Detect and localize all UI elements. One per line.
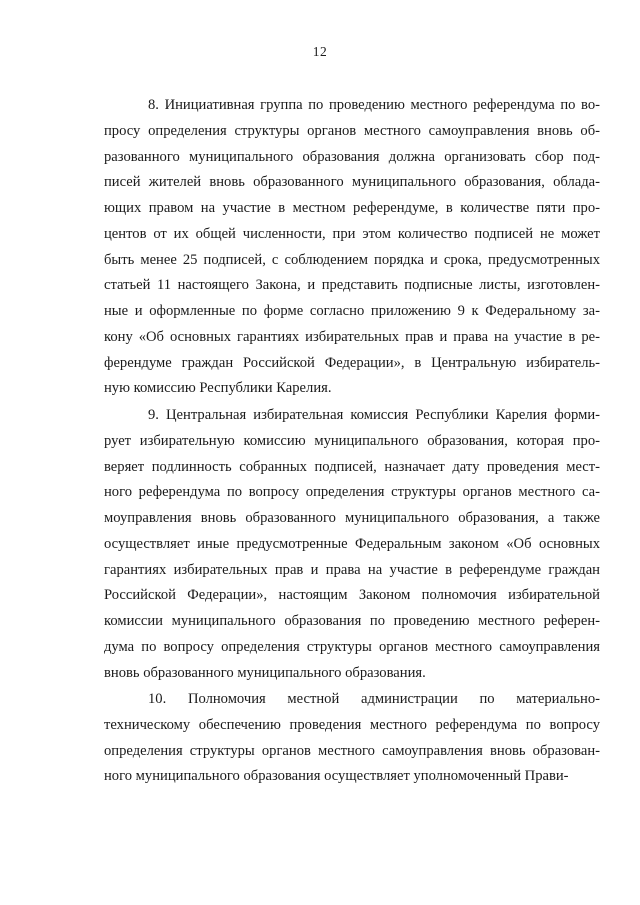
text-line: 9. Центральная избирательная комиссия Республики Карелия форми- (148, 407, 600, 423)
text-line: 8. Инициативная группа по проведению местного референдума по во- (148, 97, 600, 113)
paragraph-10 (104, 687, 600, 790)
text-line: гарантиях избирательных прав и права на участие в референдуме граждан (104, 561, 600, 578)
paragraph-9 (104, 403, 600, 686)
text-line: рует избирательную комиссию муниципального образования, которая про- (104, 432, 600, 449)
text-line: дума по вопросу определения структуры органов местного самоуправления (104, 638, 600, 655)
text-line: быть менее 25 подписей, с соблюдением порядка и срока, предусмотренных (104, 251, 600, 268)
text-line: моуправления вновь образованного муниципального образования, а также (104, 510, 600, 526)
text-line: писей жителей вновь образованного муниципального образования, облада- (104, 174, 600, 191)
text-line: кону «Об основных гарантиях избирательных прав и права на участие в ре- (104, 328, 600, 345)
text-line: комиссии муниципального образования по проведению местного референ- (104, 613, 600, 629)
text-line: ную комиссию Республики Карелия. (104, 380, 332, 397)
text-line: Российской Федерации», настоящим Законом полномочия избирательной (104, 587, 600, 604)
paragraph-8 (104, 93, 600, 402)
text-line: вновь образованного муниципального образования. (104, 664, 426, 681)
text-line: ного референдума по вопросу определения структуры органов местного са- (104, 484, 600, 501)
text-line: разованного муниципального образования должна организовать сбор под- (104, 148, 600, 165)
text-line: ющих правом на участие в местном референдуме, в количестве пяти про- (104, 200, 600, 216)
text-line: центов от их общей численности, при этом количество подписей не может (104, 225, 600, 242)
text-line: статьей 11 настоящего Закона, и представить подписные листы, изготовлен- (104, 277, 600, 294)
text-line: ные и оформленные по форме согласно приложению 9 к Федеральному за- (104, 303, 600, 319)
text-line: просу определения структуры органов местного самоуправления вновь об- (104, 122, 600, 139)
text-line: техническому обеспечению проведения местного референдума по вопросу (104, 716, 600, 733)
page-number: 12 (312, 44, 328, 59)
text-line: ферендуме граждан Российской Федерации», в Центральную избиратель- (104, 354, 600, 371)
text-line: определения структуры органов местного самоуправления вновь образован- (104, 742, 600, 759)
text-line: ного муниципального образования осуществляет уполномоченный Прави- (104, 768, 569, 785)
text-line: веряет подлинность собранных подписей, назначает дату проведения мест- (104, 458, 600, 475)
text-line: осуществляет иные предусмотренные Федеральным законом «Об основных (104, 535, 600, 552)
text-line: 10. Полномочия местной администрации по материально- (148, 691, 600, 707)
